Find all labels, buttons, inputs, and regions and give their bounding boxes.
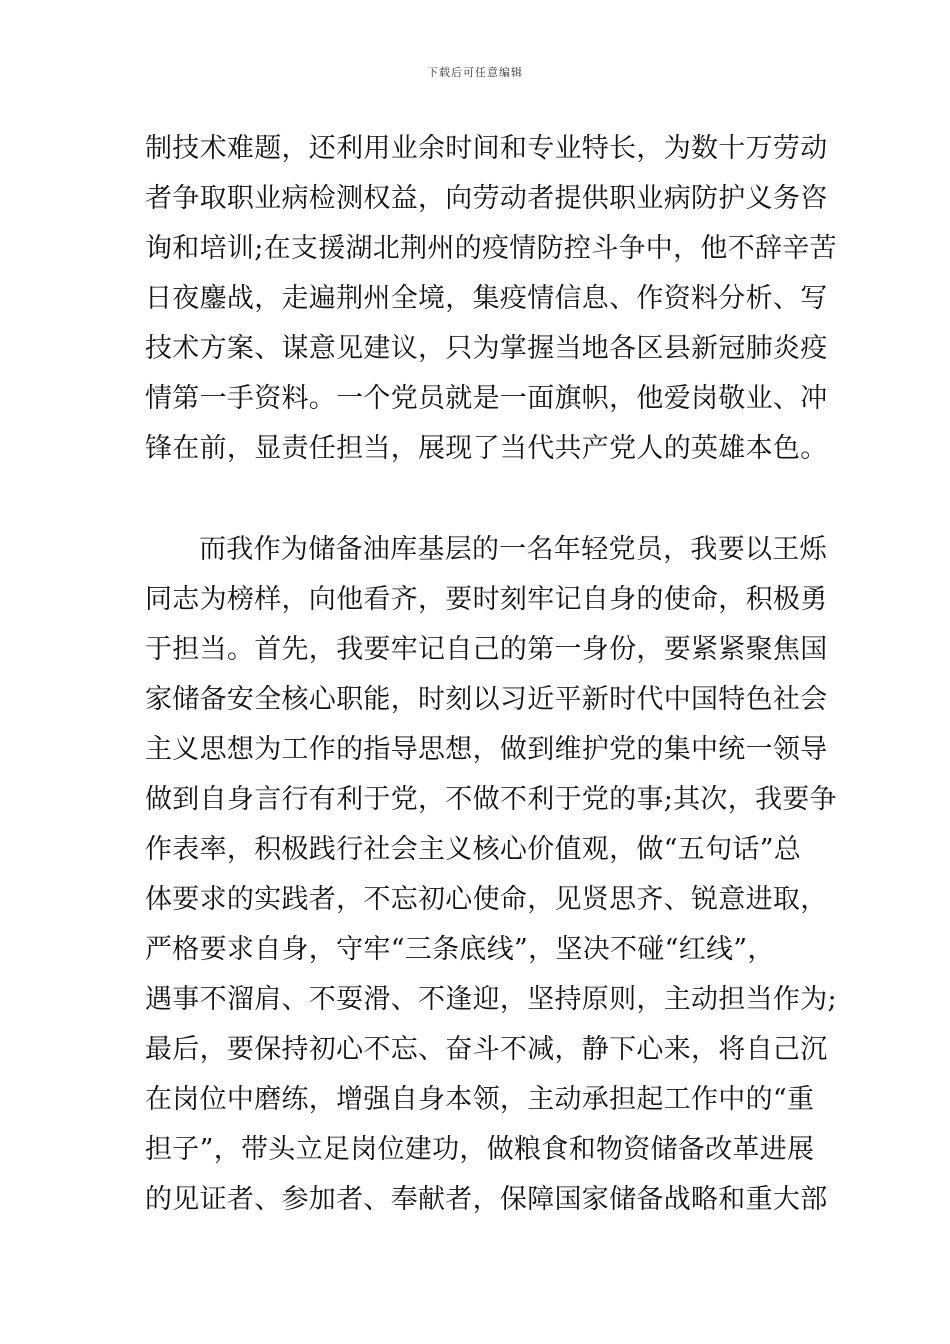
text-line: 最后，要保持初心不忘、奋斗不减，静下心来，将自己沉: [145, 1034, 828, 1065]
paragraph-1: [145, 124, 837, 474]
text-line: 家储备安全核心职能，时刻以习近平新时代中国特色社会: [145, 684, 828, 715]
text-line: 同志为榜样，向他看齐，要时刻牢记自身的使命，积极勇: [145, 584, 828, 615]
text-line: 情第一手资料。一个党员就是一面旗帜，他爱岗敬业、冲: [145, 383, 828, 414]
text-line: 技术方案、谋意见建议，只为掌握当地各区县新冠肺炎疫: [145, 333, 828, 364]
text-line: 询和培训;在支援湖北荆州的疫情防控斗争中，他不辞辛苦: [145, 233, 837, 264]
paragraph-2: [145, 525, 837, 1225]
text-line: 在岗位中磨练，增强自身本领，主动承担起工作中的“重: [145, 1084, 815, 1115]
text-line: 做到自身言行有利于党，不做不利于党的事;其次，我要争: [145, 784, 837, 815]
header-note: 下载后可任意编辑: [427, 66, 523, 79]
text-line: 严格要求自身，守牢“三条底线”，坚决不碰“红线”，: [145, 934, 775, 965]
text-line: 担子”，带头立足岗位建功，做粮食和物资储备改革进展: [145, 1134, 815, 1165]
text-line: 锋在前，显责任担当，展现了当代共产党人的英雄本色。: [145, 433, 828, 464]
text-line: 日夜鏖战，走遍荆州全境，集疫情信息、作资料分析、写: [145, 283, 828, 314]
text-line: 的见证者、参加者、奉献者，保障国家储备战略和重大部: [145, 1184, 828, 1215]
text-line: 主义思想为工作的指导思想，做到维护党的集中统一领导: [145, 734, 828, 765]
text-line: 遇事不溜肩、不耍滑、不逢迎，坚持原则，主动担当作为;: [145, 984, 837, 1015]
text-line: 于担当。首先，我要牢记自己的第一身份，要紧紧聚焦国: [145, 634, 828, 665]
text-line: 而我作为储备油库基层的一名年轻党员，我要以王烁: [199, 534, 827, 565]
text-line: 体要求的实践者，不忘初心使命，见贤思齐、锐意进取，: [145, 884, 828, 915]
text-line: 者争取职业病检测权益，向劳动者提供职业病防护义务咨: [145, 183, 828, 214]
text-line: 作表率，积极践行社会主义核心价值观，做“五句话”总: [145, 834, 802, 865]
text-line: 制技术难题，还利用业余时间和专业特长，为数十万劳动: [145, 133, 828, 164]
